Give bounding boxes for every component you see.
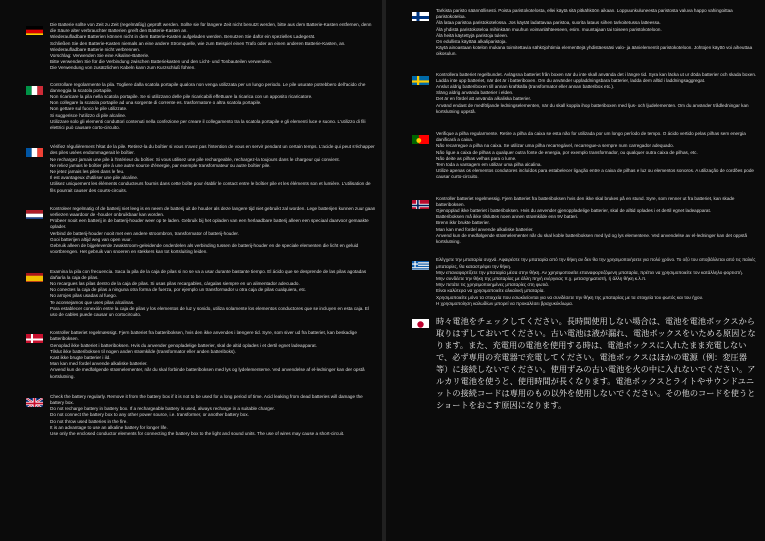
denmark-flag-icon xyxy=(26,332,43,343)
language-block xyxy=(412,8,759,58)
instruction-text: Kontroller batteriet regelmessig. Fjern batteriet fra batteriboksen hvis den ikke skal brukes på en stund. Syre, som renner ut fra batteriet, kan skade batteriboksen. Gjenopplad ikke batteriet i batteriboksen. Hvis du anvender gjenoppladelige batterier, skal de alltid oplades i et dertil egnet ladeapparat. Batteriboksen må ikke tilsluttes noen annen strømkilde enn 9V batteri. Brenn ikkr brukte batterier. Man kan med fordel anvende alkaliske batterier. Anvend kun de medfølgende strømelementer når du skal koble batteriboksen med lyd og lys elementene. Ved anvendelse av el-ledninger kan det oppstå kortslutning. xyxy=(436,195,748,245)
left-page xyxy=(0,0,382,541)
right-page xyxy=(386,0,765,541)
instruction-text: Check the battery regularly. Remove it from the battery box if it is not to be used for a long period of time. Acid leaking from dead batteries will damage the battery box. Do not recharge battery in battery box. If a rechargeable battery is used, always recharge in a suitable charger. Do not connect the battery box to any other power source, i.e. transformer, or another battery box. Do not throw used batteries in the fire. It is an advantage to use an alkaline battery for longer life. Use only the enclosed conductor elements for connecting the battery box to the light and sound units. The use of wires may cause a short-circuit. xyxy=(50,393,363,436)
language-block xyxy=(412,257,759,307)
instruction-text: Controllare regolarmente la pila. Togliere dalla scatola portapile qualora non venga utilizzata per un lungo periodo. Le pile usurate potrebbero dell'acido che danneggia la scatola portapile. Non ricaricare la pila nella scatola portapile. Se si utilizzano delle pile ricaricabili effettuare la ricarica con un apposito ricaricatore. Non collegare la scatola portapile ad una sorgente di corrente es. trasformatore o altra scatola portapile. Non gettare sul fuoco le pile utilizzate. Si suggerisce l'utilizzo di pile alcaline. Utilizzare solo gli elementi conduttori contenuti nella confezione per creare il collegamento tra la scatola portapile e gli elementi luce e suono. L'utilizzo di fili elettrici può causare corto-circuito. xyxy=(50,81,366,131)
instruction-text: Kontrollera batteriet regelbundet. Avlägsna batteriet från boxen när du inte skall använda det i längre tid. Syra kan läcka ut ur döda batterier och skada boxen. Ladda inte upp batteriet, när det är i batteriboxen. Om du använder uppladdningsbara batterier, ladda dem alltid i laddningsaggregat. Anslut aldrig batteriboxen till annan kraftkälla (transformator eller annan batteribox etc.). Släng aldrig använda batterier i elden. Det är en fördel att använda alkaliska batterier. Använd endast de medföljande ledningselementen, när du skall koppla ihop batteriboxen med ljus- och ljudelementen. Om du använder trådledningar kan kortslutning uppstå. xyxy=(436,71,757,114)
instruction-text: Kontroller batteriet regelmæssigt. Fjern batteriet fra batteriboksen, hvis den ikke anvendes i længere tid. Syre, som siver ud fra batteriet, kan beskadige batteriboksen. Genoplad ikke batteriet i batteriboksen. Hvis du anvender genopladelige batterier, skal de altid oplades i et dertil egnet ladeapparat. Tilslut ikke batteriboksen til nogen anden strømkilde (transformator eller anden batteriboks). Kast ikke brugte batterier i ild. Man kan med fordel anvende alkaliske batterier. Anvend kun de medfølgende strømelementer, når du skal forbinde batteriboksen med lys og lydelementerne. Ved anvendelse af el-ledninger kan der opstå kortslutning. xyxy=(50,330,365,379)
japan-flag-icon xyxy=(412,317,429,328)
instruction-text: Verifique a pilha regularmente. Retire a pilha da caixa se esta não for utilizada por um longo período de tempo. O ácido vertido pelas pilhas sem energia danificará a caixa. Não recarregue a pilha na caixa. Se utilizar uma pilha recarregável, recarregue-a sempre num carregador adequado. Não ligue a caixa de pilhas a qualquer outra fonte de energia, por exemplo transformador, ou qualquer outra caixa de pilhas, etc. Não deite as pilhas velhas para o lume. Tem toda a vantagem em utilizar uma pilha alcalina. Utilize apenas os elementos condutores incluídos para estabelecer ligação entre a caixa de pilhas e luz ou elementos sonoros. A utilização de cordões pode causar curto-circuito. xyxy=(436,131,754,180)
instruction-text: Ελέγχετε την μπαταρία συχνά. Αφαιρέστε την μπαταρία από την θήκη αν δεν θα την χρησιμοποιήσετε για πολύ χρόνο. Το οξύ του αποβάλλεται από τις παλιές μπαταρίες, θα καταστρέψει την θήκη. Μην επαναφορτίζετε την μπαταρία μέσα στην θήκη. Αν χρησιμοποιείτε επαναφορτιζόμενη μπαταρία, πρέπει να χρησιμοποιείτε τον κατάλληλο φορτιστή. Μην συνδέετε την θήκη της μπαταρίας με άλλη πηγή ενέργειας π.χ. μετασχηματιστή, ή άλλη θήκη κ.λ.π. Μην πετάτε τις χρησιμοποιημένες μπαταρίες στη φωτιά. Είναι καλύτερα να χρησιμοποιείτε αλκαλική μπαταρία. Χρησιμοποιείτε μόνο τα στοιχεία που εσωκλείονται για να συνδέσετε την θήκη της μπαταρίας με τα στοιχεία του φωτός και του ήχου. Η χρησιμοποίηση καλωδίων μπορεί να προκαλέσει βραχυκύκλωμα. xyxy=(436,257,756,306)
germany-flag-icon xyxy=(26,24,43,35)
instruction-text: Examina la pila con frecuencia. Saca la pila de la caja de pilas si no se va a usar durante bastante tiempo. El ácido que se desprende de las pilas agotadas dañaría la caja de pilas. No recargues las pilas dentro de la caja de pilas. Si usas pilas recargables, cárgalas siempre en un alimentador adecuado. No conectes la caja de pilas a ninguna otra forma de fuerza, por ejemplo un transformador u otra caja de pilas cualquiera, etc. No arrojes pilas usadas al fuego. Te aconsejamos que uses pilas alcalinas. Para establecer conexión entre la caja de pilas y los elementos de luz y sonido, utiliza solamente los elementos conductores que se incluyen en esta caja. El uso de cables puede causar un cortocircuito. xyxy=(50,268,369,317)
language-block xyxy=(26,269,376,319)
portugal-flag-icon xyxy=(412,133,429,144)
greece-flag-icon xyxy=(412,259,429,270)
spain-flag-icon xyxy=(26,271,43,282)
language-block xyxy=(412,131,759,181)
finland-flag-icon xyxy=(412,10,429,21)
instruction-text: Kontroleer regelmatig of de batterij niet leeg is en neem de batterij uit de houder als deze langere tijd niet gebruikt zal worden. Lege batterijen kunnen zuur gaan verliezen waardoor de -houder onbruikbaar kan worden. Probeer nooit een batterij in de batterij-houder weer op te laden. Gebruik bij het opladen van een herlaadbare batterij alleen een speciaal daarvoor gemaakte oplader. Verbind de batterij-houder nooit met een andere stroombron, transformator of batterij-houder. Gooi batterijen altijd weg van open vuur. Gebruik alleen de bijgeleverde zwakstroom-geleidende onderdelen als verbinding tussen de batterij-houder en de speciale elementen die licht en geluid voortbrengen. Het gebruik van snoeren en stekkers kan tot kortsluiting leiden. xyxy=(50,205,376,255)
language-block xyxy=(26,394,376,437)
france-flag-icon xyxy=(26,146,43,157)
language-block xyxy=(26,22,376,72)
norway-flag-icon xyxy=(412,198,429,209)
language-block xyxy=(26,144,376,194)
instruction-text: Vérifiez régulièrement l'état de la pile. Retirez-la du boîtier si vous n'avez pas l'intention de vous en servir pendant un certain temps. L'acide qui peut s'échapper des piles usées endommagerait le boîtier. Ne rechargez jamais une pile à l'intérieur du boîtier. Si vous utilisez une pile rechargeable, rechargez-la toujours dans le chargeur qui convient. Ne reliez jamais le boîtier pile à une autre source d'énergie, par exemple transformateur ou autre boîtier pile. Ne jetez jamais les piles dans le feu. Il est avantageux d'utiliser une pile alcaline. Utilisez uniquement les éléments conducteurs fournis dans cette boîte pour établir le contact entre le boîtier pile et les éléments son et lumière. L'utilisation de fils pourrait causer des courts-circuits. xyxy=(50,144,375,193)
language-block xyxy=(26,206,376,256)
language-block xyxy=(412,315,759,411)
instruction-text: 時々電池をチェックしてください。長時間使用しない場合は、電池を電池ボックスから取りはずしておいてください。古い電池は液が漏れ、電池ボックスをいためる原因となります。また、充電用の電池を使用する時は、電池ボックスに入れたまま充電しないで、必ず専用の充電器で充電してください。電池ボックスはほかの電源（例：変圧器等）に接続しないでください。使用ずみの古い電池を火の中に入れないでください。アルカリ電池を使うと、使用時間が長くなります。電池ボックスとライトやサウンドユニットの接続コードは専用のもの以外を使用しないでください。その他のコードを使うとショートをおこす原因になります。 xyxy=(436,315,756,410)
language-block xyxy=(412,72,759,115)
uk-flag-icon xyxy=(26,396,43,407)
sweden-flag-icon xyxy=(412,74,429,85)
language-block xyxy=(412,196,759,246)
netherlands-flag-icon xyxy=(26,208,43,219)
language-block xyxy=(26,82,376,132)
language-block xyxy=(26,330,376,380)
instruction-text: Tarkista paristo säännöllisesti. Poista paristokotelosta, ellei käytä sitä pitkähköön aikaan. Loppuunkuluneesta paristosta valuva happo vahingoittaa paristokoteloa. Älä lataa paristoa paristokotelossa. Jos käytät ladattavaa paristoa, suorita lataus siihen tarkoitetussa latteessa. Älä yhdistä paristokoteloa mihinkään muuhun voimanlähteeseen, esim. muuntajaan tai toiseen paristokoteloon. Älä heitä käytettyjä paristoja tuleen. On edullista käyttää alkaliparistoja. Käytä ainoastaan kotelon mukana toimitettavia sähköjohtimia elementtejä yhdistäessäsi valo- ja äänielementit paristokoteloon. Johtojen käyttö voi aiheuttaa oikosulun. xyxy=(436,8,753,57)
instruction-text: Die Batterie sollte von Zeit zu Zeit (regelmäßig) geprüft werden. Sollte sie für längere Zeit nicht benutzt werden, bitte aus dem Batterie-Kasten entfernen, denn die Säure alter verbrauchter Batterien greift den Batterie-Kasten an. Wiederaufladbare Batterien können nicht in dem Batterie-Kasten aufgeladen werden. Benutzen Sie dafür ein spezielles Ladegerät. Schließen Sie den Batterie-Kasten niemals an eine andere Stromquelle, wie zum Beispiel einen Trafo oder an einen anderen Batterie-Kasten, an. Wiederaufladbare Batterie nicht verbrennen. Vorschlag: Verwenden Sie eine Alkaline-Batterie. Bitte verwenden Sie für die Verbindung zwischen Batteriekasten und den Licht- und Tonbauteilen verwenden. Die Verwendung von zusätzlichen Kabeln kann zum Kurzschluß führen. xyxy=(50,22,372,71)
italy-flag-icon xyxy=(26,84,43,95)
